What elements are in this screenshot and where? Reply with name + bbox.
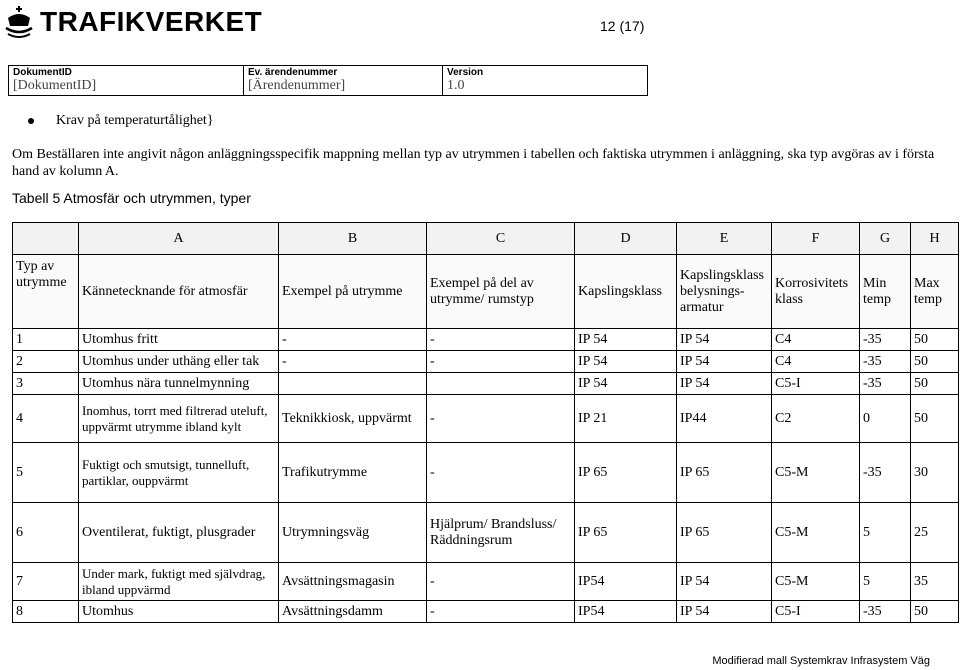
table-cell: - [427,601,575,623]
letter-cell: D [575,223,677,255]
table-cell: 35 [911,563,959,601]
table-cell: C5-I [772,373,860,395]
table-cell: Utrymningsväg [279,503,427,563]
bullet-dot-icon [28,118,34,124]
table-cell: IP44 [677,395,772,443]
letter-cell: G [860,223,911,255]
table-cell: Oventilerat, fuktigt, plusgrader [79,503,279,563]
table-cell: C2 [772,395,860,443]
table-cell: - [427,351,575,373]
table-cell: 50 [911,329,959,351]
table-cell: Teknikkiosk, uppvärmt [279,395,427,443]
table-cell: C5-M [772,443,860,503]
table-cell: -35 [860,373,911,395]
table-cell: - [279,329,427,351]
table-cell: IP 54 [677,373,772,395]
table-cell: 5 [860,563,911,601]
table-cell: 7 [13,563,79,601]
table-row [13,373,959,395]
table-cell: - [427,563,575,601]
table-cell: IP 65 [677,443,772,503]
header-cell: Kännetecknande för atmosfär [79,255,279,329]
version-cell [443,66,648,96]
table-cell: IP 54 [677,351,772,373]
header-cell: Kapslingsklass [575,255,677,329]
table-cell: 5 [860,503,911,563]
table-cell: 25 [911,503,959,563]
table-cell: IP54 [575,563,677,601]
table-row [13,351,959,373]
header-cell: Min temp [860,255,911,329]
table-cell: -35 [860,351,911,373]
table-cell: Utomhus nära tunnelmynning [79,373,279,395]
table-cell: Fuktigt och smutsigt, tunnelluft, partiklar, ouppvärmt [79,443,279,503]
table-cell: C5-I [772,601,860,623]
column-letter-row [13,223,959,255]
table-cell: 3 [13,373,79,395]
header-cell: Exempel på del av utrymme/ rumstyp [427,255,575,329]
atmosphere-table [12,222,959,623]
table-cell [279,373,427,395]
letter-cell: F [772,223,860,255]
table-cell: C5-M [772,503,860,563]
table-cell: IP 54 [575,329,677,351]
doc-id-cell [9,66,244,96]
page-footer: Modifierad mall Systemkrav Infrasystem Väg [712,655,930,667]
crown-icon [4,4,34,40]
table-cell: Utomhus [79,601,279,623]
table-row [13,329,959,351]
case-number-cell [244,66,443,96]
logo-text: TRAFIKVERKET [40,6,263,37]
letter-cell: B [279,223,427,255]
table-cell: IP 54 [677,563,772,601]
table-cell: IP 54 [677,329,772,351]
table-cell: - [427,443,575,503]
table-cell: Avsättningsdamm [279,601,427,623]
table-cell: IP 54 [575,373,677,395]
table-cell: Utomhus under uthäng eller tak [79,351,279,373]
table-cell: - [427,395,575,443]
table-cell: IP 65 [575,443,677,503]
table-cell: -35 [860,443,911,503]
table-cell: 50 [911,395,959,443]
table-row [13,601,959,623]
table-cell: - [427,329,575,351]
table-cell: Trafikutrymme [279,443,427,503]
table-row [13,503,959,563]
table-cell: 2 [13,351,79,373]
table-cell: C4 [772,351,860,373]
letter-cell: A [79,223,279,255]
table-cell: IP 21 [575,395,677,443]
letter-cell-blank [13,223,79,255]
header-cell: Exempel på utrymme [279,255,427,329]
table-cell: 1 [13,329,79,351]
case-number-label: Ev. ärendenummer [248,67,338,78]
table-row [13,443,959,503]
table-cell: Utomhus fritt [79,329,279,351]
table-row [13,563,959,601]
table-cell: IP 65 [677,503,772,563]
table-cell: IP 54 [575,351,677,373]
letter-cell: H [911,223,959,255]
table-cell: IP54 [575,601,677,623]
doc-id-value: [DokumentID] [13,78,97,93]
bullet-item [28,113,214,129]
table-cell: 8 [13,601,79,623]
table-cell: 50 [911,373,959,395]
header-cell: Korrosivitets klass [772,255,860,329]
table-cell [427,373,575,395]
document-meta-table [8,65,648,96]
table-header-row [13,255,959,329]
table-cell: Avsättningsmagasin [279,563,427,601]
table-cell: 5 [13,443,79,503]
page-number: 12 (17) [600,18,645,34]
case-number-value: [Ärendenummer] [248,78,346,93]
version-label: Version [447,67,484,78]
table-cell: 50 [911,351,959,373]
table-cell: 50 [911,601,959,623]
table-caption: Tabell 5 Atmosfär och utrymmen, typer [12,190,251,206]
table-cell: -35 [860,601,911,623]
header-cell: Kapslingsklass belysnings-armatur [677,255,772,329]
header-cell: Max temp [911,255,959,329]
trafikverket-logo [4,4,262,40]
version-value: 1.0 [447,78,465,93]
body-paragraph: Om Beställaren inte angivit någon anläggningsspecifik mappning mellan typ av utrymmen i tabellen och faktiska utrymmen i anläggning, ska typ avgöras av i första hand av kolumn A. [12,147,935,179]
table-cell: C4 [772,329,860,351]
table-cell: -35 [860,329,911,351]
table-cell: Under mark, fuktigt med självdrag, ibland uppvärmd [79,563,279,601]
table-cell: Inomhus, torrt med filtrerad uteluft, uppvärmt utrymme ibland kylt [79,395,279,443]
table-cell: 0 [860,395,911,443]
table-cell: Hjälprum/ Brandsluss/ Räddningsrum [427,503,575,563]
table-cell: 4 [13,395,79,443]
table-cell: 30 [911,443,959,503]
table-cell: 6 [13,503,79,563]
table-cell: - [279,351,427,373]
letter-cell: E [677,223,772,255]
table-cell: IP 65 [575,503,677,563]
header-cell: Typ av utrymme [13,255,79,329]
table-cell: C5-M [772,563,860,601]
table-row [13,395,959,443]
bullet-text: Krav på temperaturtålighet} [56,113,214,128]
table-cell: IP 54 [677,601,772,623]
letter-cell: C [427,223,575,255]
doc-id-label: DokumentID [13,67,72,78]
